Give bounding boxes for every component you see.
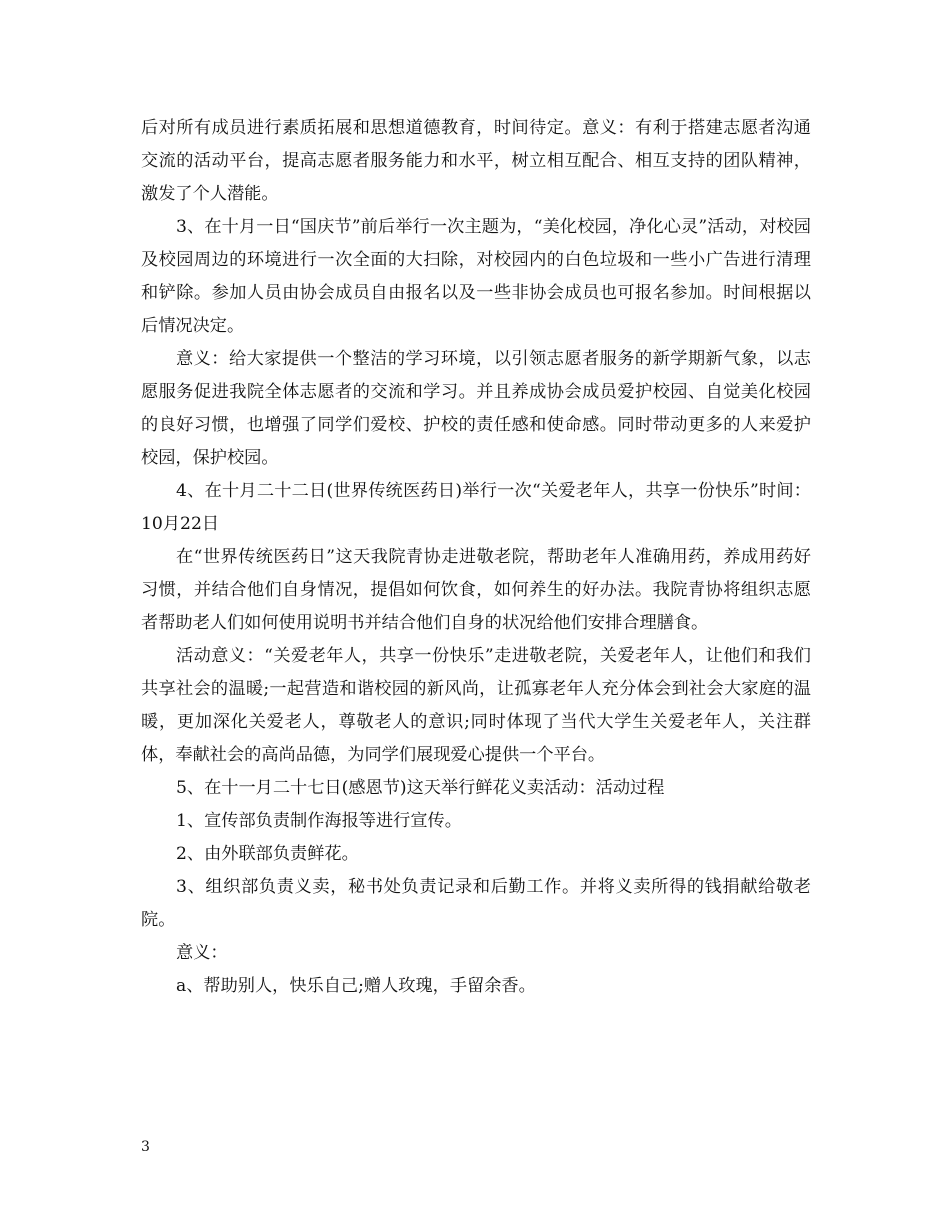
paragraph-item-4-elderly-care: 4、在十月二十二日(世界传统医药日)举行一次“关爱老年人，共享一份快乐”时间：10月22日 (141, 481, 811, 534)
page-number: 3 (141, 1139, 150, 1155)
paragraph-activity-significance: 活动意义：“关爱老年人，共享一份快乐”走进敬老院，关爱老年人，让他们和我们共享社会的温暖;一起营造和谐校园的新风尚，让孤寡老年人充分体会到社会大家庭的温暖，更加深化关爱老人，尊敬老人的意识;同时体现了当代大学生关爱老年人，关注群体，奉献社会的高尚品德，为同学们展现爱心提供一个平台。 (141, 646, 811, 765)
paragraph-significance-a: a、帮助别人，快乐自己;赠人玫瑰，手留余香。 (176, 976, 536, 996)
paragraph-significance-heading: 意义： (176, 943, 228, 963)
paragraph-step-3-sale: 3、组织部负责义卖，秘书处负责记录和后勤工作。并将义卖所得的钱捐献给敬老院。 (141, 877, 811, 930)
paragraph-medicine-day-visit: 在“世界传统医药日”这天我院青协走进敬老院，帮助老年人准确用药，养成用药好习惯，并结合他们自身情况，提倡如何饮食，如何养生的好办法。我院青协将组织志愿者帮助老人们如何使用说明书并结合他们自身的状况给他们安排合理膳食。 (141, 547, 811, 633)
document-body (141, 112, 811, 1003)
paragraph-step-2-flowers: 2、由外联部负责鲜花。 (176, 844, 359, 864)
paragraph-significance-campus: 意义：给大家提供一个整洁的学习环境，以引领志愿者服务的新学期新气象，以志愿服务促进我院全体志愿者的交流和学习。并且养成协会成员爱护校园、自觉美化校园的良好习惯，也增强了同学们爱校、护校的责任感和使命感。同时带动更多的人来爱护校园，保护校园。 (141, 349, 811, 468)
paragraph-item-5-flower-sale: 5、在十一月二十七日(感恩节)这天举行鲜花义卖活动：活动过程 (176, 778, 665, 798)
paragraph-step-1-publicity: 1、宣传部负责制作海报等进行宣传。 (176, 811, 462, 831)
paragraph-item-3-national-day: 3、在十月一日“国庆节”前后举行一次主题为，“美化校园，净化心灵”活动，对校园及校园周边的环境进行一次全面的大扫除，对校园内的白色垃圾和一些小广告进行清理和铲除。参加人员由协会成员自由报名以及一些非协会成员也可报名参加。时间根据以后情况决定。 (141, 217, 811, 336)
paragraph-continuation: 后对所有成员进行素质拓展和思想道德教育，时间待定。意义：有利于搭建志愿者沟通交流的活动平台，提高志愿者服务能力和水平，树立相互配合、相互支持的团队精神，激发了个人潜能。 (141, 118, 811, 204)
